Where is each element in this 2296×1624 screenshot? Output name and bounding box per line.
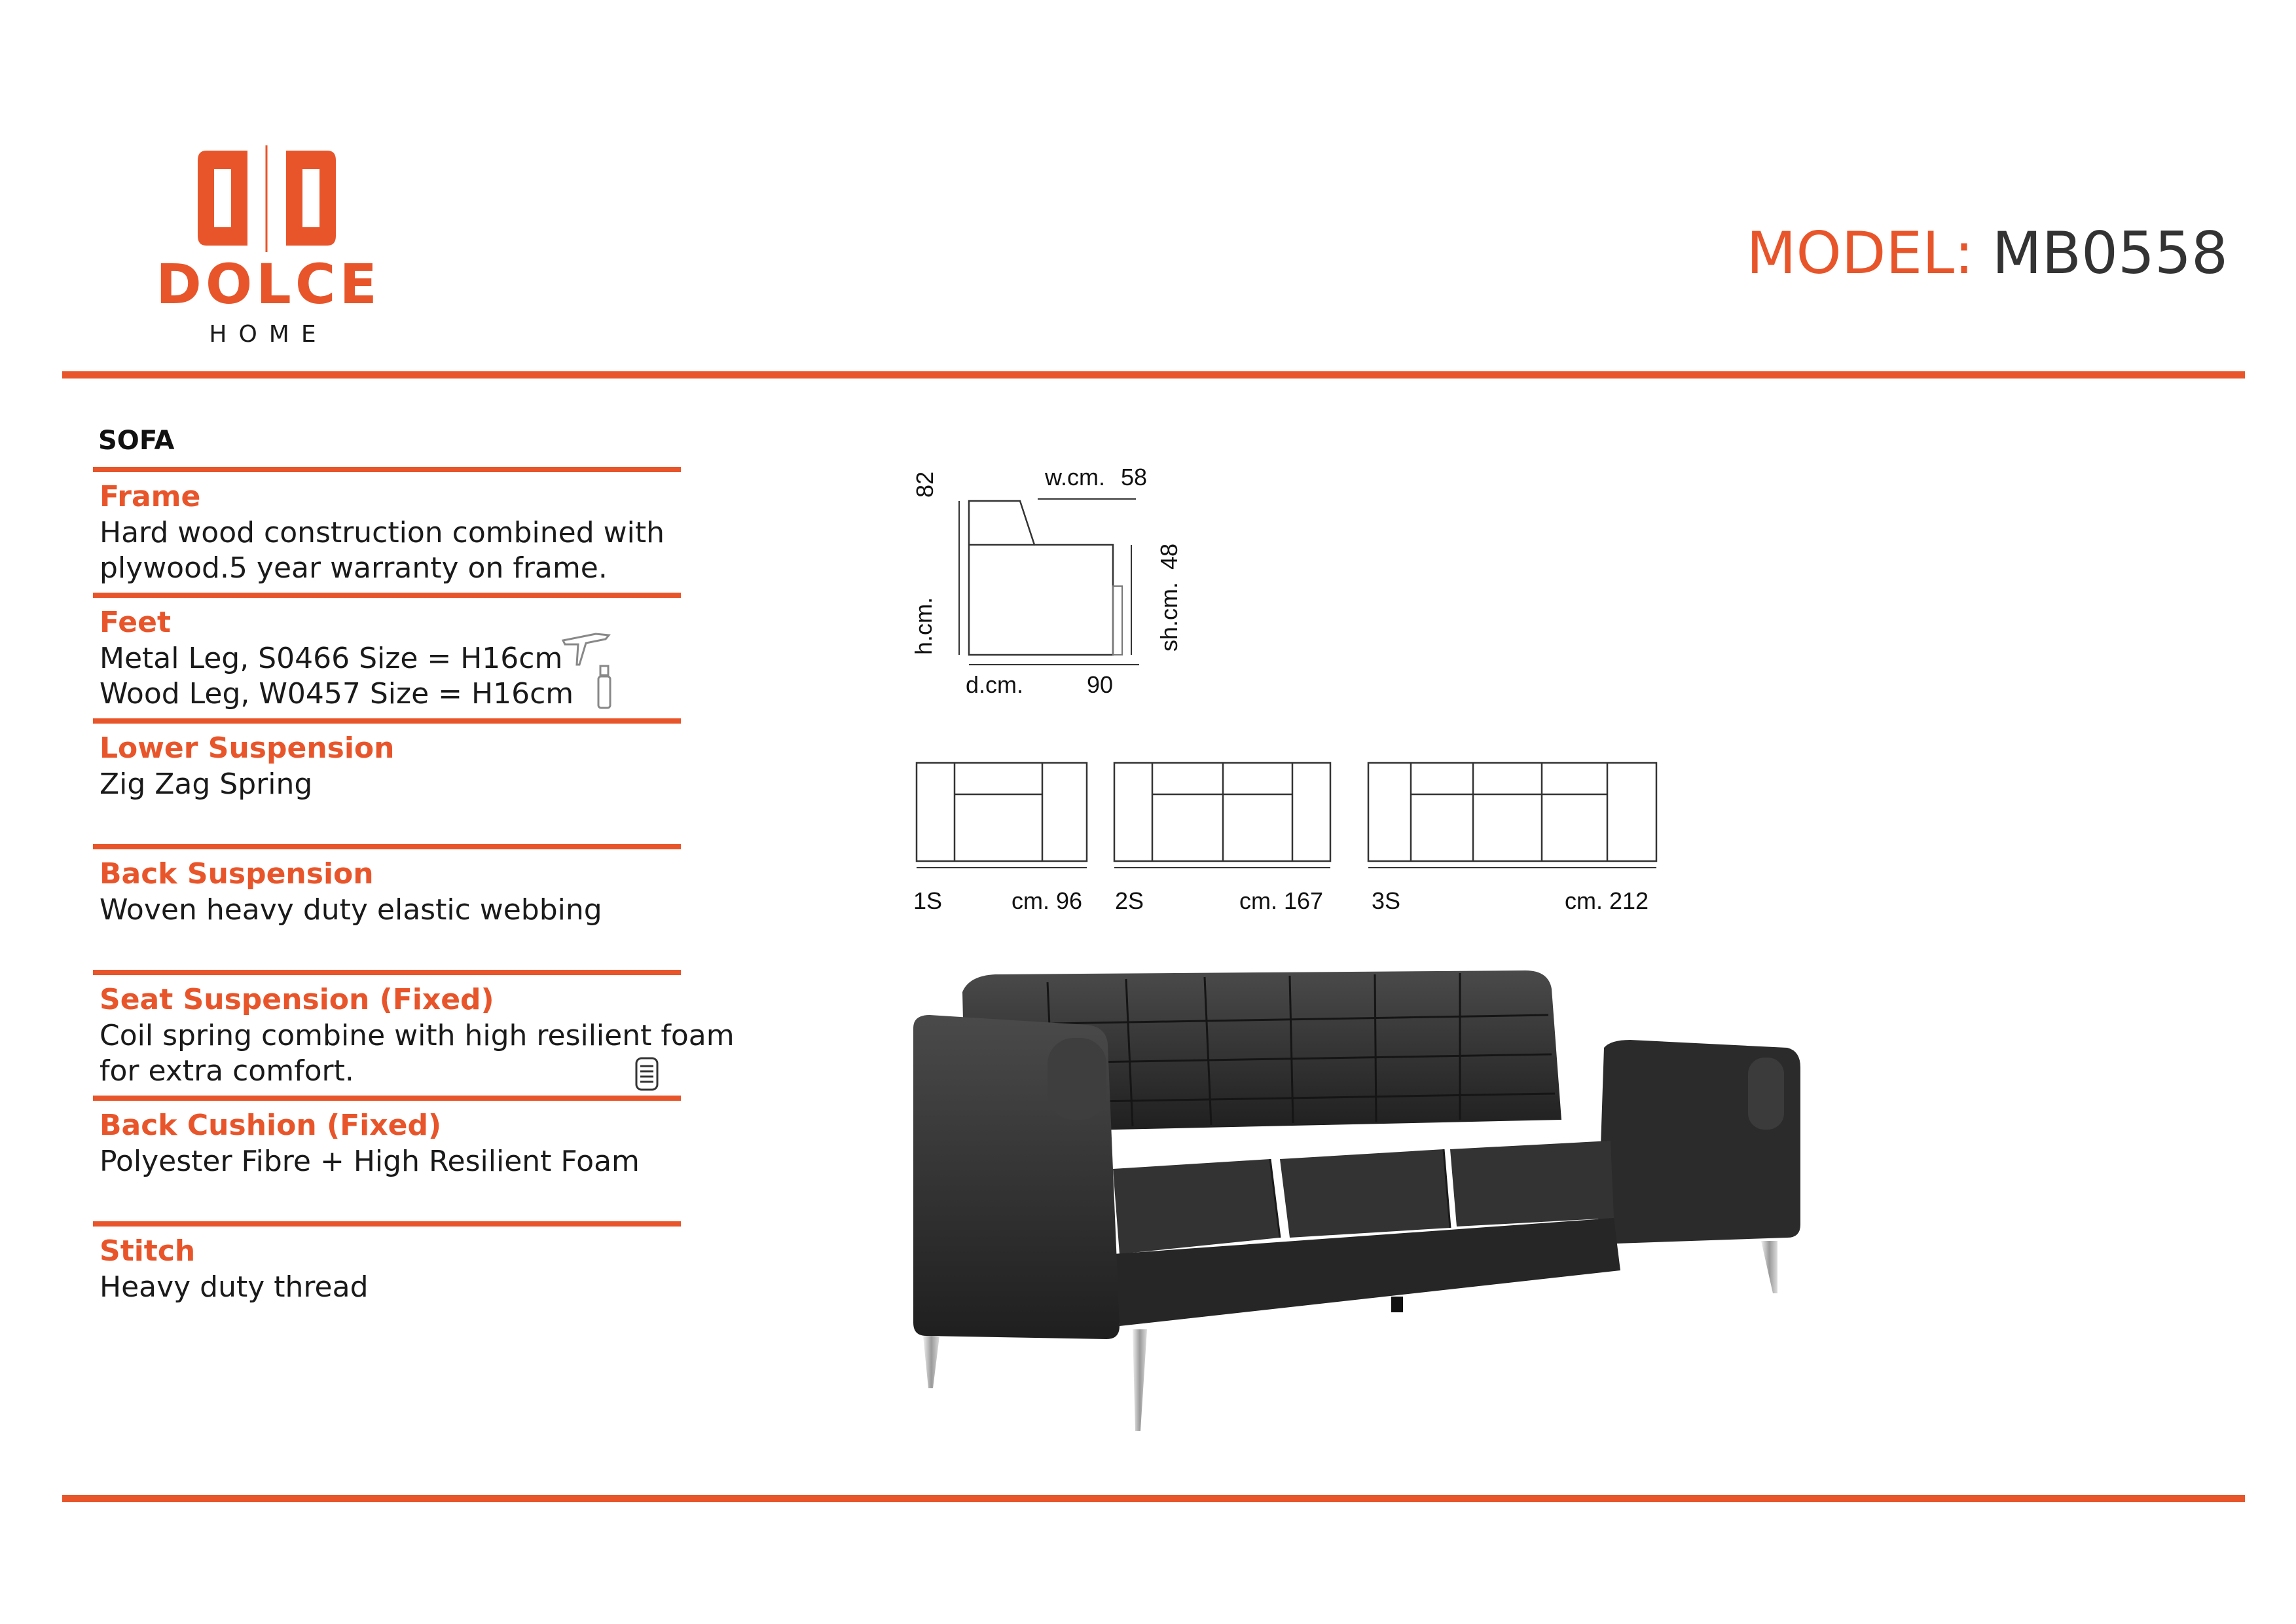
- spec-heading-frame: Frame: [100, 480, 201, 513]
- brand-subtitle: HOME: [209, 321, 328, 348]
- spec-heading-stitch: Stitch: [100, 1234, 196, 1268]
- plan-2s-width: cm. 167: [1239, 887, 1324, 914]
- model-title: [1747, 219, 2228, 287]
- spec-divider: [93, 1221, 681, 1227]
- spec-line: Hard wood construction combined with: [100, 516, 665, 549]
- height-label: h.cm.: [910, 597, 937, 655]
- spec-divider: [93, 467, 681, 472]
- spec-line: Coil spring combine with high resilient foam: [100, 1019, 735, 1052]
- plan-1s: [917, 763, 1087, 861]
- plan-2s: [1114, 763, 1330, 861]
- header-divider: [62, 371, 2245, 378]
- wood-leg-icon: [594, 665, 614, 710]
- spec-line: Heavy duty thread: [100, 1270, 369, 1304]
- spec-heading-back-suspension: Back Suspension: [100, 857, 374, 891]
- height-value: 82: [911, 471, 938, 498]
- spec-line: Polyester Fibre + High Resilient Foam: [100, 1145, 640, 1178]
- seat-height-label: sh.cm.: [1156, 581, 1182, 652]
- seat-height-value: 48: [1156, 543, 1182, 570]
- model-label: MODEL:: [1746, 219, 1974, 287]
- depth-label: d.cm.: [966, 671, 1024, 698]
- spec-divider: [93, 593, 681, 598]
- spec-line: plywood.5 year warranty on frame.: [100, 551, 608, 585]
- depth-value: 90: [1087, 671, 1114, 698]
- plan-3s-width: cm. 212: [1565, 887, 1649, 914]
- spec-divider: [93, 1096, 681, 1101]
- spec-line: Zig Zag Spring: [100, 767, 313, 801]
- brand-name: DOLCE: [156, 252, 381, 316]
- width-value: 58: [1121, 464, 1148, 490]
- spec-line: Woven heavy duty elastic webbing: [100, 893, 602, 927]
- plan-1s-width: cm. 96: [1011, 887, 1083, 914]
- spec-heading-lower-suspension: Lower Suspension: [100, 731, 395, 765]
- spec-line: for extra comfort.: [100, 1054, 354, 1088]
- model-number: MB0558: [1992, 219, 2228, 287]
- footer-divider: [62, 1495, 2245, 1502]
- spec-divider: [93, 970, 681, 975]
- spec-heading-feet: Feet: [100, 606, 171, 639]
- plan-3s: [1368, 763, 1656, 861]
- spec-divider: [93, 718, 681, 724]
- width-label: w.cm.: [1045, 464, 1106, 490]
- plan-1s-code: 1S: [913, 887, 943, 914]
- coil-spring-icon: [634, 1056, 660, 1092]
- plan-3s-code: 3S: [1372, 887, 1401, 914]
- metal-leg-icon: [560, 629, 612, 668]
- spec-divider: [93, 844, 681, 849]
- spec-heading-seat-suspension: Seat Suspension (Fixed): [100, 983, 494, 1016]
- plan-view-diagrams: [910, 760, 1669, 871]
- spec-line: Metal Leg, S0466 Size = H16cm: [100, 642, 563, 675]
- sofa-product-image: [903, 963, 1807, 1454]
- spec-title: SOFA: [98, 426, 175, 456]
- spec-heading-back-cushion: Back Cushion (Fixed): [100, 1109, 442, 1142]
- plan-2s-code: 2S: [1115, 887, 1144, 914]
- spec-line: Wood Leg, W0457 Size = H16cm: [100, 677, 574, 710]
